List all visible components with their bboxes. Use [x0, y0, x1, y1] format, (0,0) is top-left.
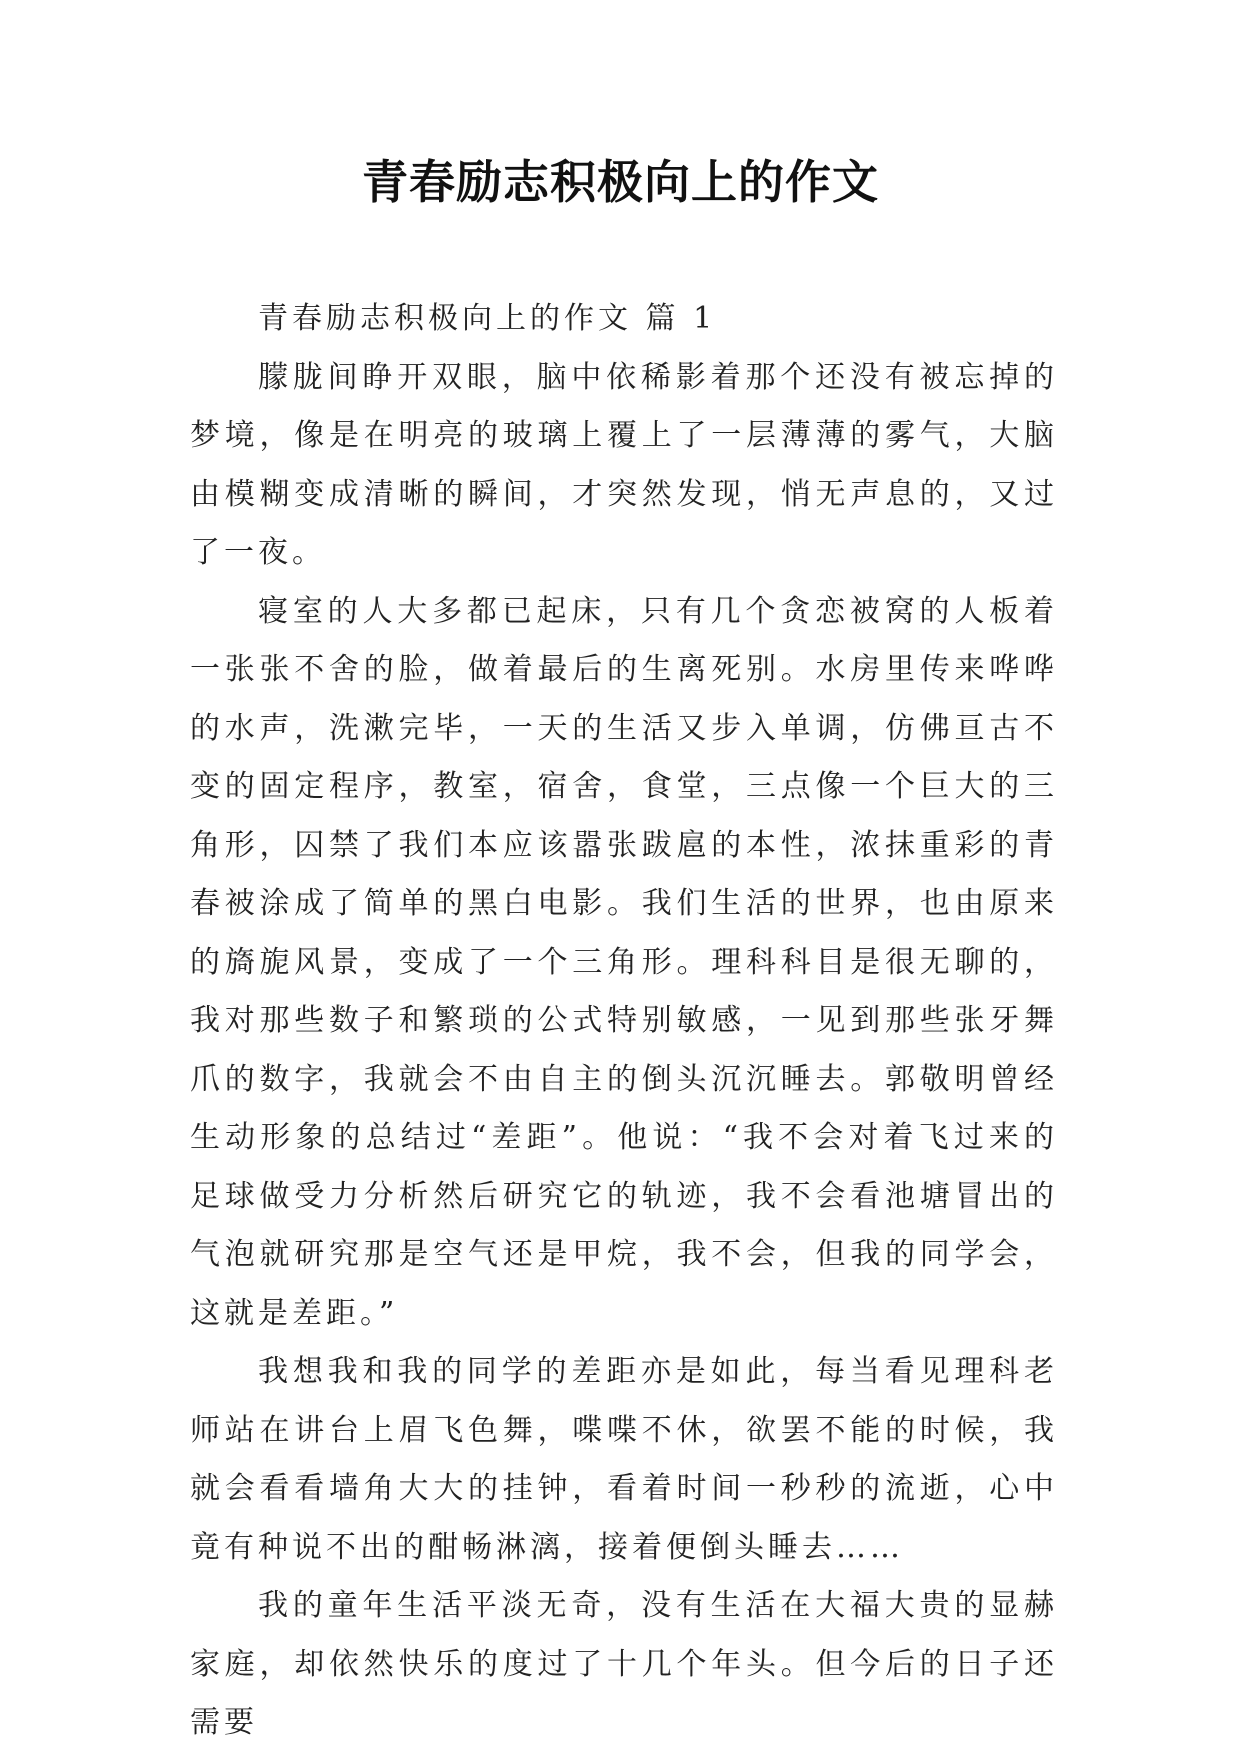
document-title: 青春励志积极向上的作文	[362, 155, 879, 209]
paragraph: 我的童年生活平淡无奇，没有生活在大福大贵的显赫家庭，却依然快乐的度过了十几个年头。但今后的日子还需要	[190, 1588, 1058, 1740]
document-body	[190, 290, 1058, 1753]
paragraph: 朦胧间睁开双眼，脑中依稀影着那个还没有被忘掉的梦境，像是在明亮的玻璃上覆上了一层薄薄的雾气，大脑由模糊变成清晰的瞬间，才突然发现，悄无声息的，又过了一夜。	[190, 359, 1058, 570]
paragraph: 我想我和我的同学的差距亦是如此，每当看见理科老师站在讲台上眉飞色舞，喋喋不休，欲罢不能的时候，我就会看看墙角大大的挂钟，看着时间一秒秒的流逝，心中竟有种说不出的酣畅淋漓，接着便倒头睡去……	[190, 1354, 1058, 1565]
section-heading: 青春励志积极向上的作文 篇 1	[258, 301, 717, 336]
paragraph: 寝室的人大多都已起床，只有几个贪恋被窝的人板着一张张不舍的脸，做着最后的生离死别。水房里传来哗哗的水声，洗漱完毕，一天的生活又步入单调，仿佛亘古不变的固定程序，教室，宿舍，食堂，三点像一个巨大的三角形，囚禁了我们本应该嚣张跋扈的本性，浓抹重彩的青春被涂成了简单的黑白电影。我们生活的世界，也由原来的旖旎风景，变成了一个三角形。理科科目是很无聊的，我对那些数子和繁琐的公式特别敏感，一见到那些张牙舞爪的数字，我就会不由自主的倒头沉沉睡去。郭敬明曾经生动形象的总结过“差距”。他说：“我不会对着飞过来的足球做受力分析然后研究它的轨迹，我不会看池塘冒出的气泡就研究那是空气还是甲烷，我不会，但我的同学会，这就是差距。”	[190, 593, 1058, 1331]
